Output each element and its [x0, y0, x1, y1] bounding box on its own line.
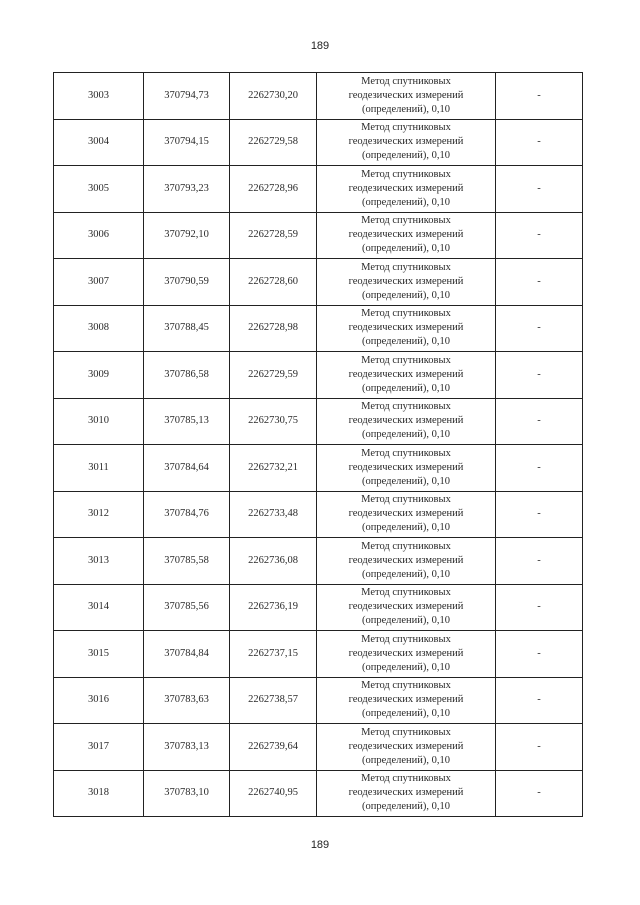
point-number-cell: 3005: [54, 166, 144, 213]
point-number-cell: 3009: [54, 352, 144, 399]
method-line: (определений), 0,10: [361, 150, 451, 162]
method-cell: [317, 491, 496, 538]
method-cell: [317, 259, 496, 306]
method-line: Метод спутниковых: [361, 540, 451, 552]
note-cell: -: [496, 398, 583, 445]
point-number-cell: 3006: [54, 212, 144, 259]
method-line: Метод спутниковых: [361, 494, 451, 506]
method-line: геодезических измерений: [348, 322, 464, 334]
method-line: геодезических измерений: [348, 275, 464, 287]
method-line: Метод спутниковых: [361, 215, 451, 227]
method-cell: [317, 538, 496, 585]
point-number-cell: 3008: [54, 305, 144, 352]
table-row: [54, 631, 583, 678]
x-coordinate-cell: 370794,73: [144, 73, 230, 120]
method-line: Метод спутниковых: [361, 680, 451, 692]
y-coordinate-cell: 2262738,57: [230, 677, 317, 724]
method-line: (определений), 0,10: [361, 801, 451, 813]
x-coordinate-cell: 370784,64: [144, 445, 230, 492]
note-cell: -: [496, 631, 583, 678]
method-line: геодезических измерений: [348, 368, 464, 380]
method-line: (определений), 0,10: [361, 382, 451, 394]
method-line: геодезических измерений: [348, 89, 464, 101]
table-row: [54, 73, 583, 120]
method-line: геодезических измерений: [348, 415, 464, 427]
table-row: [54, 398, 583, 445]
point-number-cell: 3013: [54, 538, 144, 585]
method-cell: [317, 352, 496, 399]
table-row: [54, 352, 583, 399]
method-line: геодезических измерений: [348, 647, 464, 659]
method-line: (определений), 0,10: [361, 522, 451, 534]
method-line: геодезических измерений: [348, 601, 464, 613]
method-line: Метод спутниковых: [361, 261, 451, 273]
note-cell: -: [496, 584, 583, 631]
method-line: (определений), 0,10: [361, 708, 451, 720]
method-line: Метод спутниковых: [361, 122, 451, 134]
x-coordinate-cell: 370785,56: [144, 584, 230, 631]
method-line: (определений), 0,10: [361, 568, 451, 580]
method-line: Метод спутниковых: [361, 308, 451, 320]
x-coordinate-cell: 370792,10: [144, 212, 230, 259]
point-number-cell: 3011: [54, 445, 144, 492]
method-line: (определений), 0,10: [361, 243, 451, 255]
table-row: [54, 584, 583, 631]
method-line: геодезических измерений: [348, 787, 464, 799]
table-row: [54, 677, 583, 724]
note-cell: -: [496, 352, 583, 399]
method-line: геодезических измерений: [348, 136, 464, 148]
point-number-cell: 3004: [54, 119, 144, 166]
y-coordinate-cell: 2262730,20: [230, 73, 317, 120]
y-coordinate-cell: 2262733,48: [230, 491, 317, 538]
method-line: Метод спутниковых: [361, 726, 451, 738]
method-line: (определений), 0,10: [361, 615, 451, 627]
method-line: (определений), 0,10: [361, 336, 451, 348]
x-coordinate-cell: 370786,58: [144, 352, 230, 399]
y-coordinate-cell: 2262728,98: [230, 305, 317, 352]
method-cell: [317, 166, 496, 213]
y-coordinate-cell: 2262730,75: [230, 398, 317, 445]
method-line: геодезических измерений: [348, 229, 464, 241]
method-line: Метод спутниковых: [361, 447, 451, 459]
y-coordinate-cell: 2262728,96: [230, 166, 317, 213]
method-line: геодезических измерений: [348, 554, 464, 566]
method-line: (определений), 0,10: [361, 196, 451, 208]
method-line: геодезических измерений: [348, 461, 464, 473]
x-coordinate-cell: 370784,84: [144, 631, 230, 678]
method-cell: [317, 398, 496, 445]
note-cell: -: [496, 445, 583, 492]
x-coordinate-cell: 370783,63: [144, 677, 230, 724]
method-line: Метод спутниковых: [361, 773, 451, 785]
table-row: [54, 166, 583, 213]
method-line: (определений), 0,10: [361, 475, 451, 487]
coordinates-table-body: [54, 73, 583, 817]
table-row: [54, 724, 583, 771]
method-cell: [317, 677, 496, 724]
method-line: Метод спутниковых: [361, 587, 451, 599]
table-row: [54, 305, 583, 352]
y-coordinate-cell: 2262729,58: [230, 119, 317, 166]
x-coordinate-cell: 370785,13: [144, 398, 230, 445]
point-number-cell: 3003: [54, 73, 144, 120]
point-number-cell: 3007: [54, 259, 144, 306]
method-cell: [317, 631, 496, 678]
y-coordinate-cell: 2262729,59: [230, 352, 317, 399]
note-cell: -: [496, 73, 583, 120]
x-coordinate-cell: 370790,59: [144, 259, 230, 306]
note-cell: -: [496, 305, 583, 352]
note-cell: -: [496, 724, 583, 771]
y-coordinate-cell: 2262736,19: [230, 584, 317, 631]
method-cell: [317, 212, 496, 259]
note-cell: -: [496, 119, 583, 166]
method-line: Метод спутниковых: [361, 75, 451, 87]
x-coordinate-cell: 370783,10: [144, 770, 230, 817]
method-cell: [317, 305, 496, 352]
y-coordinate-cell: 2262728,59: [230, 212, 317, 259]
point-number-cell: 3015: [54, 631, 144, 678]
method-line: (определений), 0,10: [361, 661, 451, 673]
coordinates-table: [53, 72, 583, 817]
x-coordinate-cell: 370794,15: [144, 119, 230, 166]
method-cell: [317, 724, 496, 771]
method-line: геодезических измерений: [348, 740, 464, 752]
method-cell: [317, 584, 496, 631]
table-row: [54, 212, 583, 259]
method-cell: [317, 73, 496, 120]
page-number-top: 189: [310, 40, 330, 52]
table-row: [54, 770, 583, 817]
note-cell: -: [496, 259, 583, 306]
x-coordinate-cell: 370788,45: [144, 305, 230, 352]
x-coordinate-cell: 370793,23: [144, 166, 230, 213]
note-cell: -: [496, 538, 583, 585]
point-number-cell: 3010: [54, 398, 144, 445]
y-coordinate-cell: 2262728,60: [230, 259, 317, 306]
y-coordinate-cell: 2262736,08: [230, 538, 317, 585]
point-number-cell: 3012: [54, 491, 144, 538]
table-row: [54, 119, 583, 166]
method-line: геодезических измерений: [348, 508, 464, 520]
table-row: [54, 538, 583, 585]
method-line: (определений), 0,10: [361, 754, 451, 766]
page-number-bottom: 189: [310, 839, 330, 851]
note-cell: -: [496, 677, 583, 724]
method-line: (определений), 0,10: [361, 289, 451, 301]
method-line: Метод спутниковых: [361, 401, 451, 413]
y-coordinate-cell: 2262737,15: [230, 631, 317, 678]
method-cell: [317, 119, 496, 166]
method-line: Метод спутниковых: [361, 633, 451, 645]
table-row: [54, 445, 583, 492]
y-coordinate-cell: 2262739,64: [230, 724, 317, 771]
note-cell: -: [496, 166, 583, 213]
table-row: [54, 259, 583, 306]
point-number-cell: 3017: [54, 724, 144, 771]
x-coordinate-cell: 370783,13: [144, 724, 230, 771]
method-line: геодезических измерений: [348, 182, 464, 194]
point-number-cell: 3016: [54, 677, 144, 724]
note-cell: -: [496, 212, 583, 259]
point-number-cell: 3014: [54, 584, 144, 631]
y-coordinate-cell: 2262740,95: [230, 770, 317, 817]
method-cell: [317, 770, 496, 817]
y-coordinate-cell: 2262732,21: [230, 445, 317, 492]
method-line: Метод спутниковых: [361, 354, 451, 366]
note-cell: -: [496, 770, 583, 817]
x-coordinate-cell: 370785,58: [144, 538, 230, 585]
method-cell: [317, 445, 496, 492]
note-cell: -: [496, 491, 583, 538]
point-number-cell: 3018: [54, 770, 144, 817]
method-line: геодезических измерений: [348, 694, 464, 706]
table-row: [54, 491, 583, 538]
method-line: Метод спутниковых: [361, 168, 451, 180]
method-line: (определений), 0,10: [361, 103, 451, 115]
x-coordinate-cell: 370784,76: [144, 491, 230, 538]
method-line: (определений), 0,10: [361, 429, 451, 441]
